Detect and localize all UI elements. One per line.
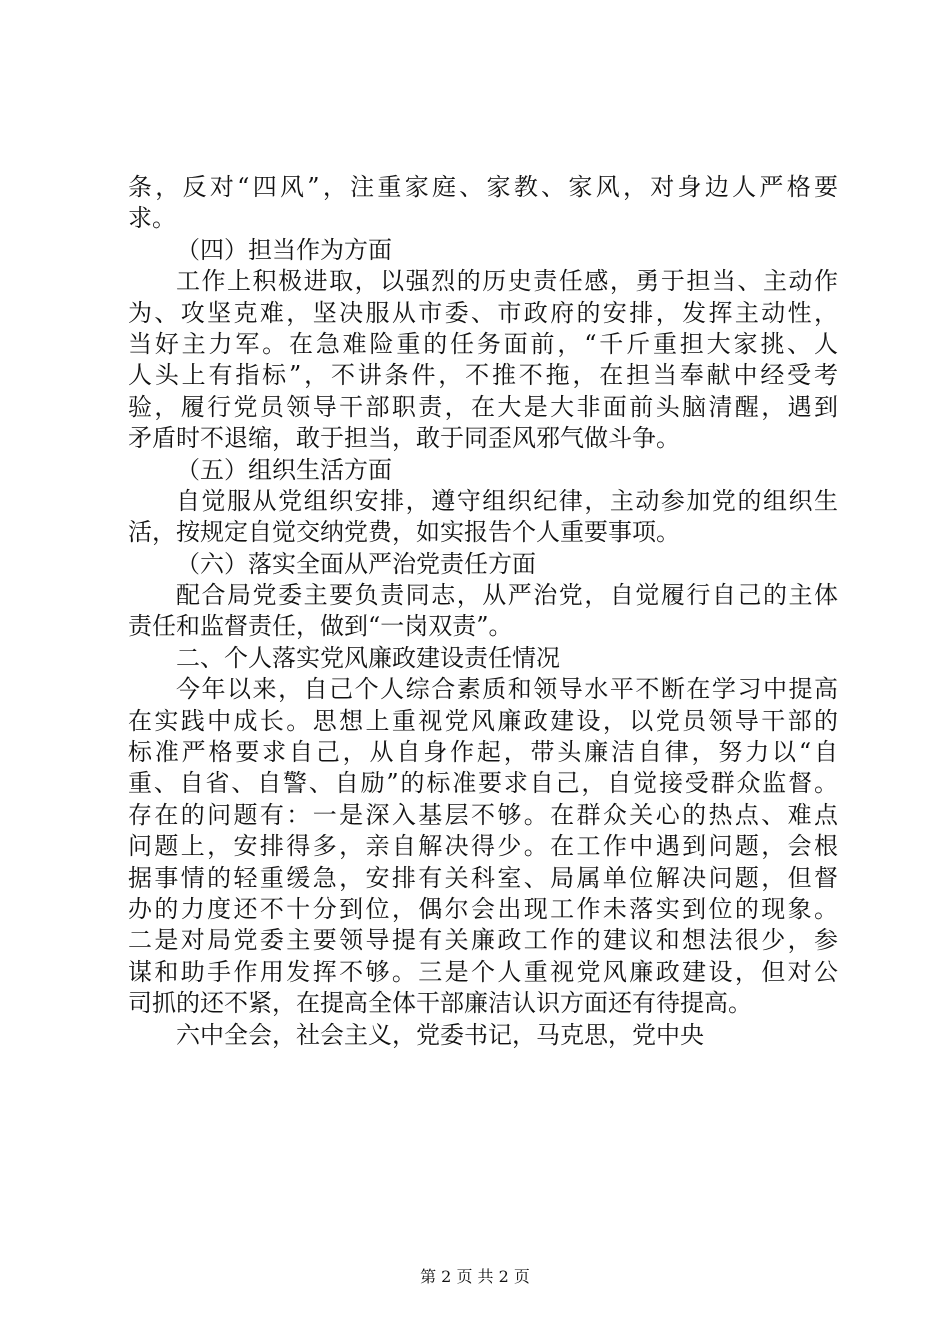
text-line: 在实践中成长。思想上重视党风廉政建设，以党员领导干部的 <box>128 706 838 735</box>
text-line: 今年以来，自己个人综合素质和领导水平不断在学习中提高 <box>176 675 838 704</box>
text-line: （六）落实全面从严治党责任方面 <box>176 549 536 578</box>
text-line: 二是对局党委主要领导提有关廉政工作的建议和想法很少，参 <box>128 926 838 955</box>
text-line: 配合局党委主要负责同志，从严治党，自觉履行自己的主体 <box>176 581 838 610</box>
text-line: 重、自省、自警、自励”的标准要求自己，自觉接受群众监督。 <box>128 769 838 798</box>
text-line: 谋和助手作用发挥不够。三是个人重视党风廉政建设，但对公 <box>128 957 838 986</box>
text-line: 责任和监督责任，做到“一岗双责”。 <box>128 612 513 641</box>
text-line: 活，按规定自觉交纳党费，如实报告个人重要事项。 <box>128 518 680 547</box>
text-line: 司抓的还不紧，在提高全体干部廉洁认识方面还有待提高。 <box>128 989 752 1018</box>
text-line: 条，反对“四风”，注重家庭、家教、家风，对身边人严格要 <box>128 173 838 201</box>
text-line: 问题上，安排得多，亲自解决得少。在工作中遇到问题，会根 <box>128 832 838 861</box>
text-line: （四）担当作为方面 <box>176 235 392 264</box>
page-footer: 第 2 页 共 2 页 <box>420 1267 530 1286</box>
text-line: 存在的问题有：一是深入基层不够。在群众关心的热点、难点 <box>128 800 838 829</box>
text-line: 自觉服从党组织安排，遵守组织纪律，主动参加党的组织生 <box>176 486 838 515</box>
text-line: 当好主力军。在急难险重的任务面前，“千斤重担大家挑、人 <box>128 329 838 358</box>
text-line: 为、攻坚克难，坚决服从市委、市政府的安排，发挥主动性， <box>128 298 838 327</box>
text-line: 工作上积极进取，以强烈的历史责任感，勇于担当、主动作 <box>176 267 838 296</box>
text-line: 据事情的轻重缓急，安排有关科室、局属单位解决问题，但督 <box>128 863 838 892</box>
document-body <box>128 172 838 1051</box>
text-line: （五）组织生活方面 <box>176 455 392 484</box>
text-line: 验，履行党员领导干部职责，在大是大非面前头脑清醒，遇到 <box>128 392 838 421</box>
text-line: 六中全会，社会主义，党委书记，马克思，党中央 <box>176 1020 704 1049</box>
text-line: 求。 <box>128 204 176 233</box>
text-line: 矛盾时不退缩，敢于担当，敢于同歪风邪气做斗争。 <box>128 424 680 453</box>
text-line: 人头上有指标”，不讲条件，不推不拖，在担当奉献中经受考 <box>128 361 838 390</box>
text-line: 二、个人落实党风廉政建设责任情况 <box>176 643 560 672</box>
text-line: 标准严格要求自己，从自身作起，带头廉洁自律，努力以“自 <box>128 738 838 767</box>
text-line: 办的力度还不十分到位，偶尔会出现工作未落实到位的现象。 <box>128 894 838 923</box>
